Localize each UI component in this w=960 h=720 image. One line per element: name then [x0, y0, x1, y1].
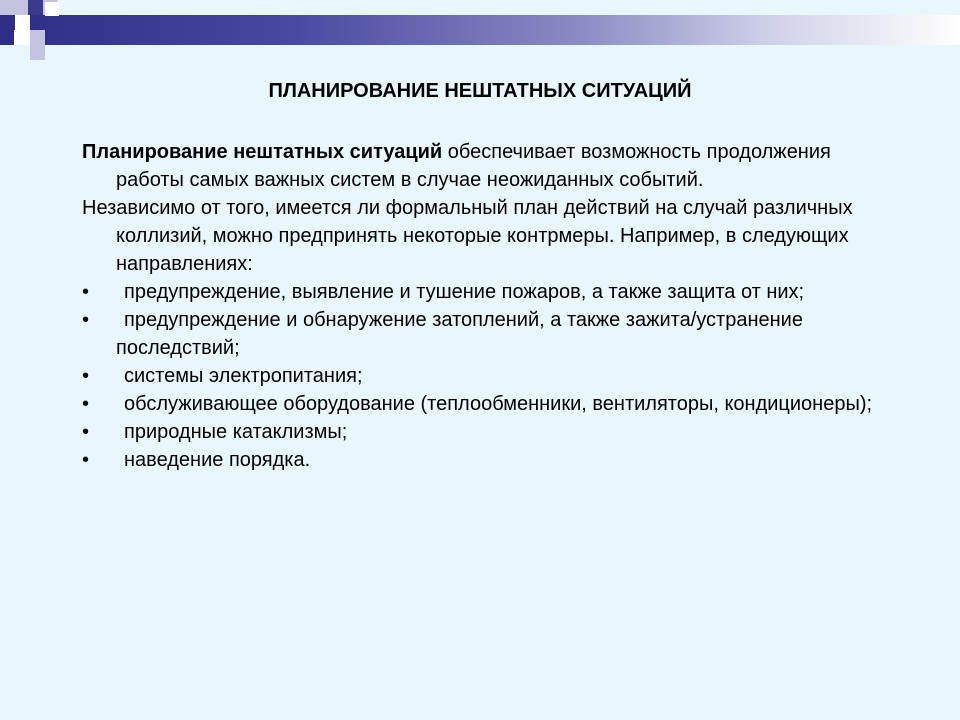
bullet-item	[82, 418, 902, 446]
bullet-text: природные катаклизмы;	[124, 421, 348, 443]
decor-square	[30, 30, 45, 45]
bullet-item	[82, 306, 902, 362]
bullet-text: системы электропитания;	[124, 365, 363, 387]
bullet-dot: •	[82, 281, 90, 303]
decor-square	[14, 30, 30, 45]
bullet-text: предупреждение, выявление и тушение пожаров, а также защита от них;	[124, 281, 805, 303]
bullet-text: предупреждение и обнаружение затоплений, а также зажита/устранение последствий;	[116, 309, 803, 359]
slide-title: ПЛАНИРОВАНИЕ НЕШТАТНЫХ СИТУАЦИЙ	[268, 80, 692, 102]
decor-square	[30, 45, 45, 60]
bullet-list	[82, 278, 902, 474]
bullet-dot: •	[82, 421, 90, 443]
bullet-item	[82, 362, 902, 390]
slide-content	[82, 138, 902, 474]
decor-square	[15, 15, 30, 30]
intro-text: обеспечивает возможность продолжения работы самых важных систем в случае неожиданных событий.	[116, 141, 831, 191]
bullet-item	[82, 278, 902, 306]
lead-paragraph: Независимо от того, имеется ли формальный план действий на случай различных коллизий, можно предпринять некоторые контрмеры. Например, в следующих направлениях:	[82, 197, 853, 275]
bullet-item	[82, 390, 902, 418]
intro-paragraph	[82, 138, 902, 194]
header-gradient-bar	[0, 15, 960, 45]
bullet-dot: •	[82, 449, 90, 471]
bullet-dot: •	[82, 393, 90, 415]
bullet-text: обслуживающее оборудование (теплообменники, вентиляторы, кондиционеры);	[124, 393, 873, 415]
intro-bold-term: Планирование нештатных ситуаций	[82, 141, 443, 163]
bullet-dot: •	[82, 365, 90, 387]
decor-square	[45, 2, 59, 16]
decor-square	[0, 0, 28, 15]
decor-square	[28, 0, 43, 15]
bullet-item	[82, 446, 902, 474]
bullet-text: наведение порядка.	[124, 449, 311, 471]
bullet-dot: •	[82, 309, 90, 331]
